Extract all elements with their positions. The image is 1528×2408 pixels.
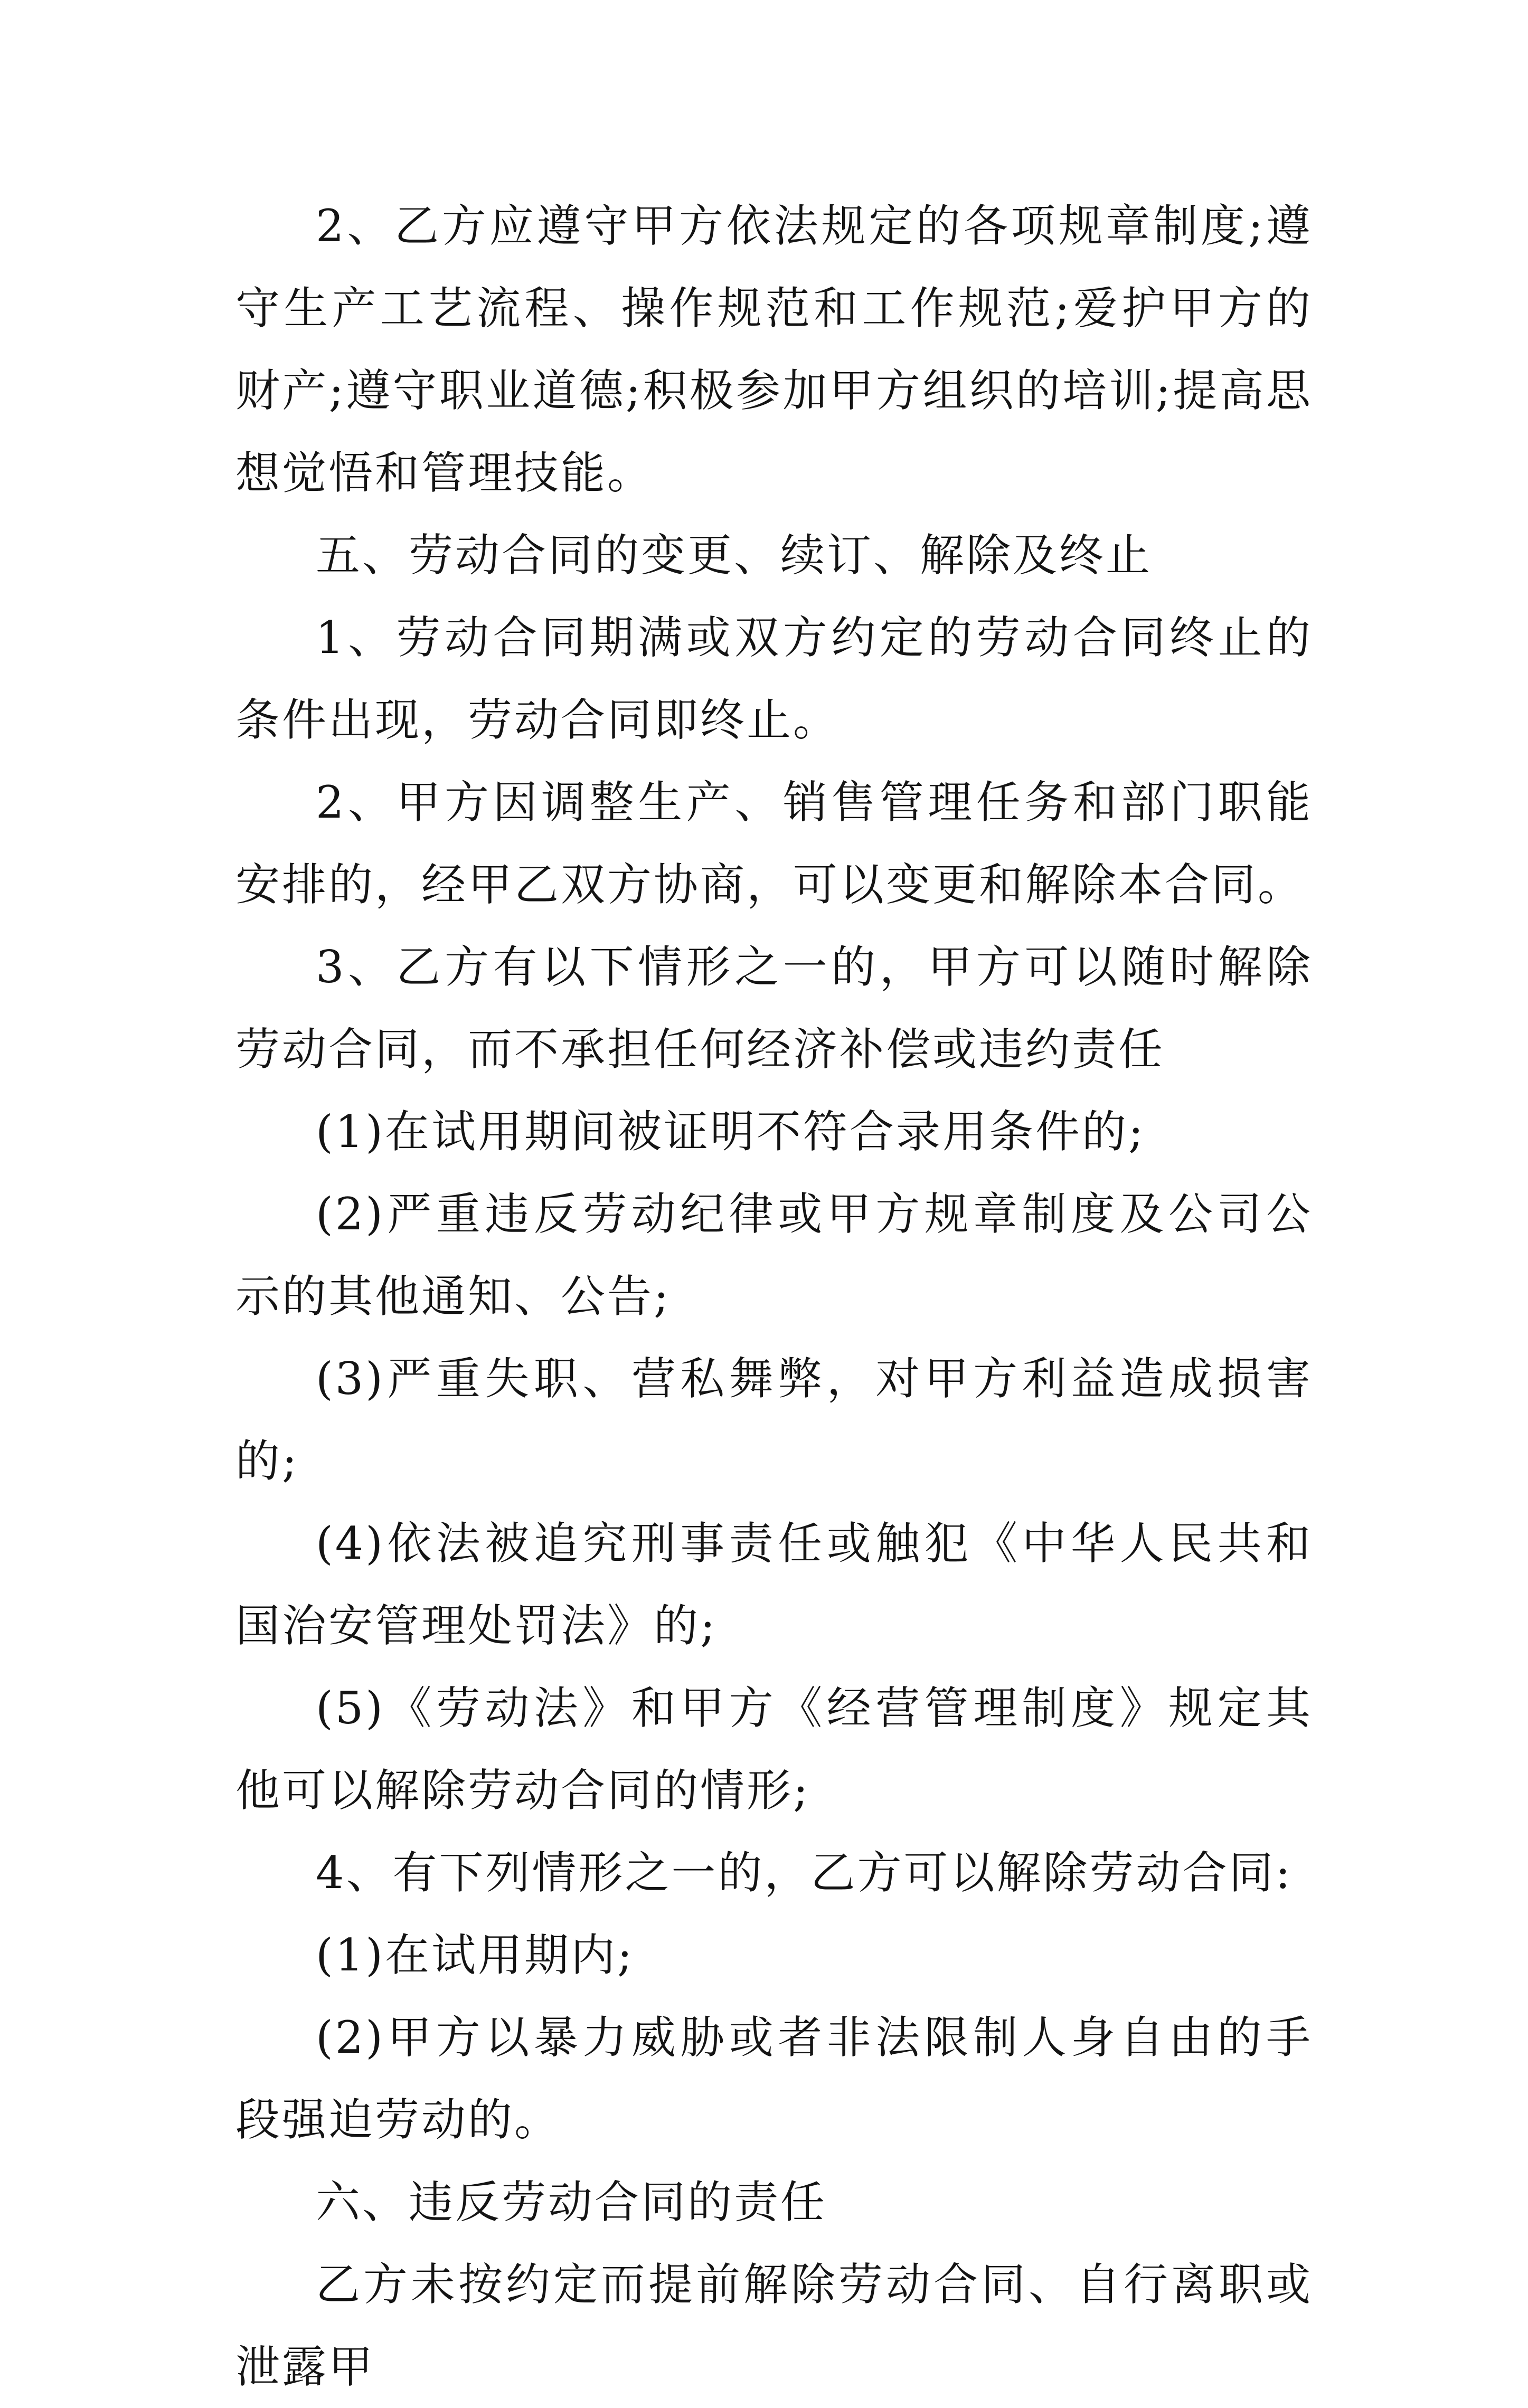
list-item-5-4-2: (2)甲方以暴力威胁或者非法限制人身自由的手段强迫劳动的。 xyxy=(235,2012,1313,2146)
paragraph-rule-2-compliance: 2、乙方应遵守甲方依法规定的各项规章制度;遵守生产工艺流程、操作规范和工作规范;爱护甲方的财产;遵守职业道德;积极参加甲方组织的培训;提高思想觉悟和管理技能。 xyxy=(235,200,1313,499)
paragraph-5-1: 1、劳动合同期满或双方约定的劳动合同终止的条件出现，劳动合同即终止。 xyxy=(235,612,1313,746)
list-item-5-3-5: (5)《劳动法》和甲方《经营管理制度》规定其他可以解除劳动合同的情形; xyxy=(235,1682,1313,1816)
list-item-5-3-3: (3)严重失职、营私舞弊，对甲方利益造成损害的; xyxy=(235,1353,1313,1487)
section-heading-5: 五、劳动合同的变更、续订、解除及终止 xyxy=(316,529,1153,581)
list-item-5-4-1: (1)在试用期内; xyxy=(316,1929,635,1981)
paragraph-5-3: 3、乙方有以下情形之一的，甲方可以随时解除劳动合同，而不承担任何经济补偿或违约责任 xyxy=(235,941,1313,1075)
document-body xyxy=(235,185,1313,2408)
section-heading-6: 六、违反劳动合同的责任 xyxy=(316,2176,827,2228)
list-item-5-3-2: (2)严重违反劳动纪律或甲方规章制度及公司公示的其他通知、公告; xyxy=(235,1188,1313,1322)
list-item-5-3-4: (4)依法被追究刑事责任或触犯《中华人民共和国治安管理处罚法》的; xyxy=(235,1518,1313,1652)
paragraph-5-4: 4、有下列情形之一的，乙方可以解除劳动合同: xyxy=(316,1847,1293,1899)
paragraph-5-2: 2、甲方因调整生产、销售管理任务和部门职能安排的，经甲乙双方协商，可以变更和解除本合同。 xyxy=(235,776,1313,911)
list-item-5-3-1: (1)在试用期间被证明不符合录用条件的; xyxy=(316,1106,1146,1158)
paragraph-6-body: 乙方未按约定而提前解除劳动合同、自行离职或泄露甲 xyxy=(235,2259,1313,2393)
